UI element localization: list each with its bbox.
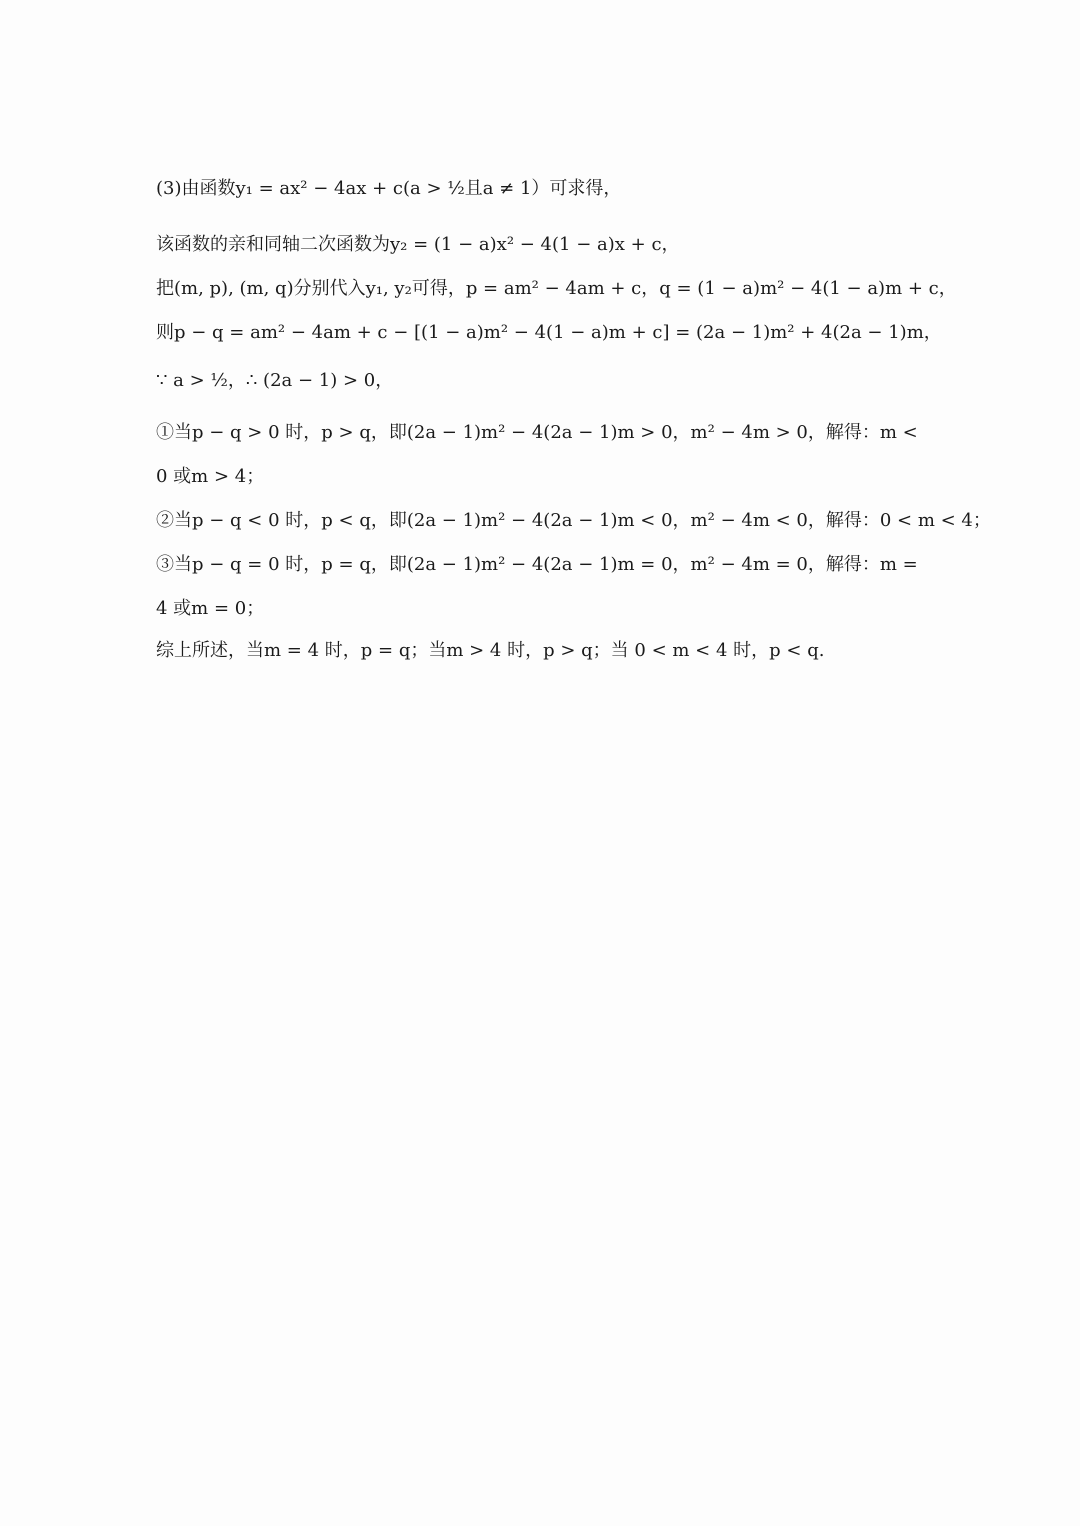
solution-line-substitution: 把(m, p), (m, q)分别代入y₁, y₂可得，p = am² − 4am + c，q = (1 − a)m² − 4(1 − a)m + c， bbox=[156, 278, 957, 299]
solution-case-2: ②当p − q < 0 时，p < q，即(2a − 1)m² − 4(2a − 1)m < 0，m² − 4m < 0，解得：0 < m < 4； bbox=[156, 510, 991, 531]
solution-line-difference: 则p − q = am² − 4am + c − [(1 − a)m² − 4(1 − a)m + c] = (2a − 1)m² + 4(2a − 1)m， bbox=[156, 322, 942, 343]
solution-case-3-result: 4 或m = 0； bbox=[156, 598, 265, 619]
solution-case-1: ①当p − q > 0 时，p > q，即(2a − 1)m² − 4(2a − 1)m > 0，m² − 4m > 0，解得：m < bbox=[156, 422, 918, 443]
solution-case-3: ③当p − q = 0 时，p = q，即(2a − 1)m² − 4(2a − 1)m = 0，m² − 4m = 0，解得：m = bbox=[156, 554, 918, 575]
solution-case-1-result: 0 或m > 4； bbox=[156, 466, 265, 487]
solution-conclusion: 综上所述，当m = 4 时，p = q；当m > 4 时，p > q；当 0 < m < 4 时，p < q. bbox=[156, 640, 825, 661]
solution-line-given-function: (3)由函数y₁ = ax² − 4ax + c(a > ½且a ≠ 1）可求得， bbox=[156, 178, 622, 199]
solution-line-coaxial-function: 该函数的亲和同轴二次函数为y₂ = (1 − a)x² − 4(1 − a)x + c， bbox=[156, 234, 680, 255]
solution-line-condition: ∵ a > ½，∴ (2a − 1) > 0， bbox=[156, 370, 394, 391]
